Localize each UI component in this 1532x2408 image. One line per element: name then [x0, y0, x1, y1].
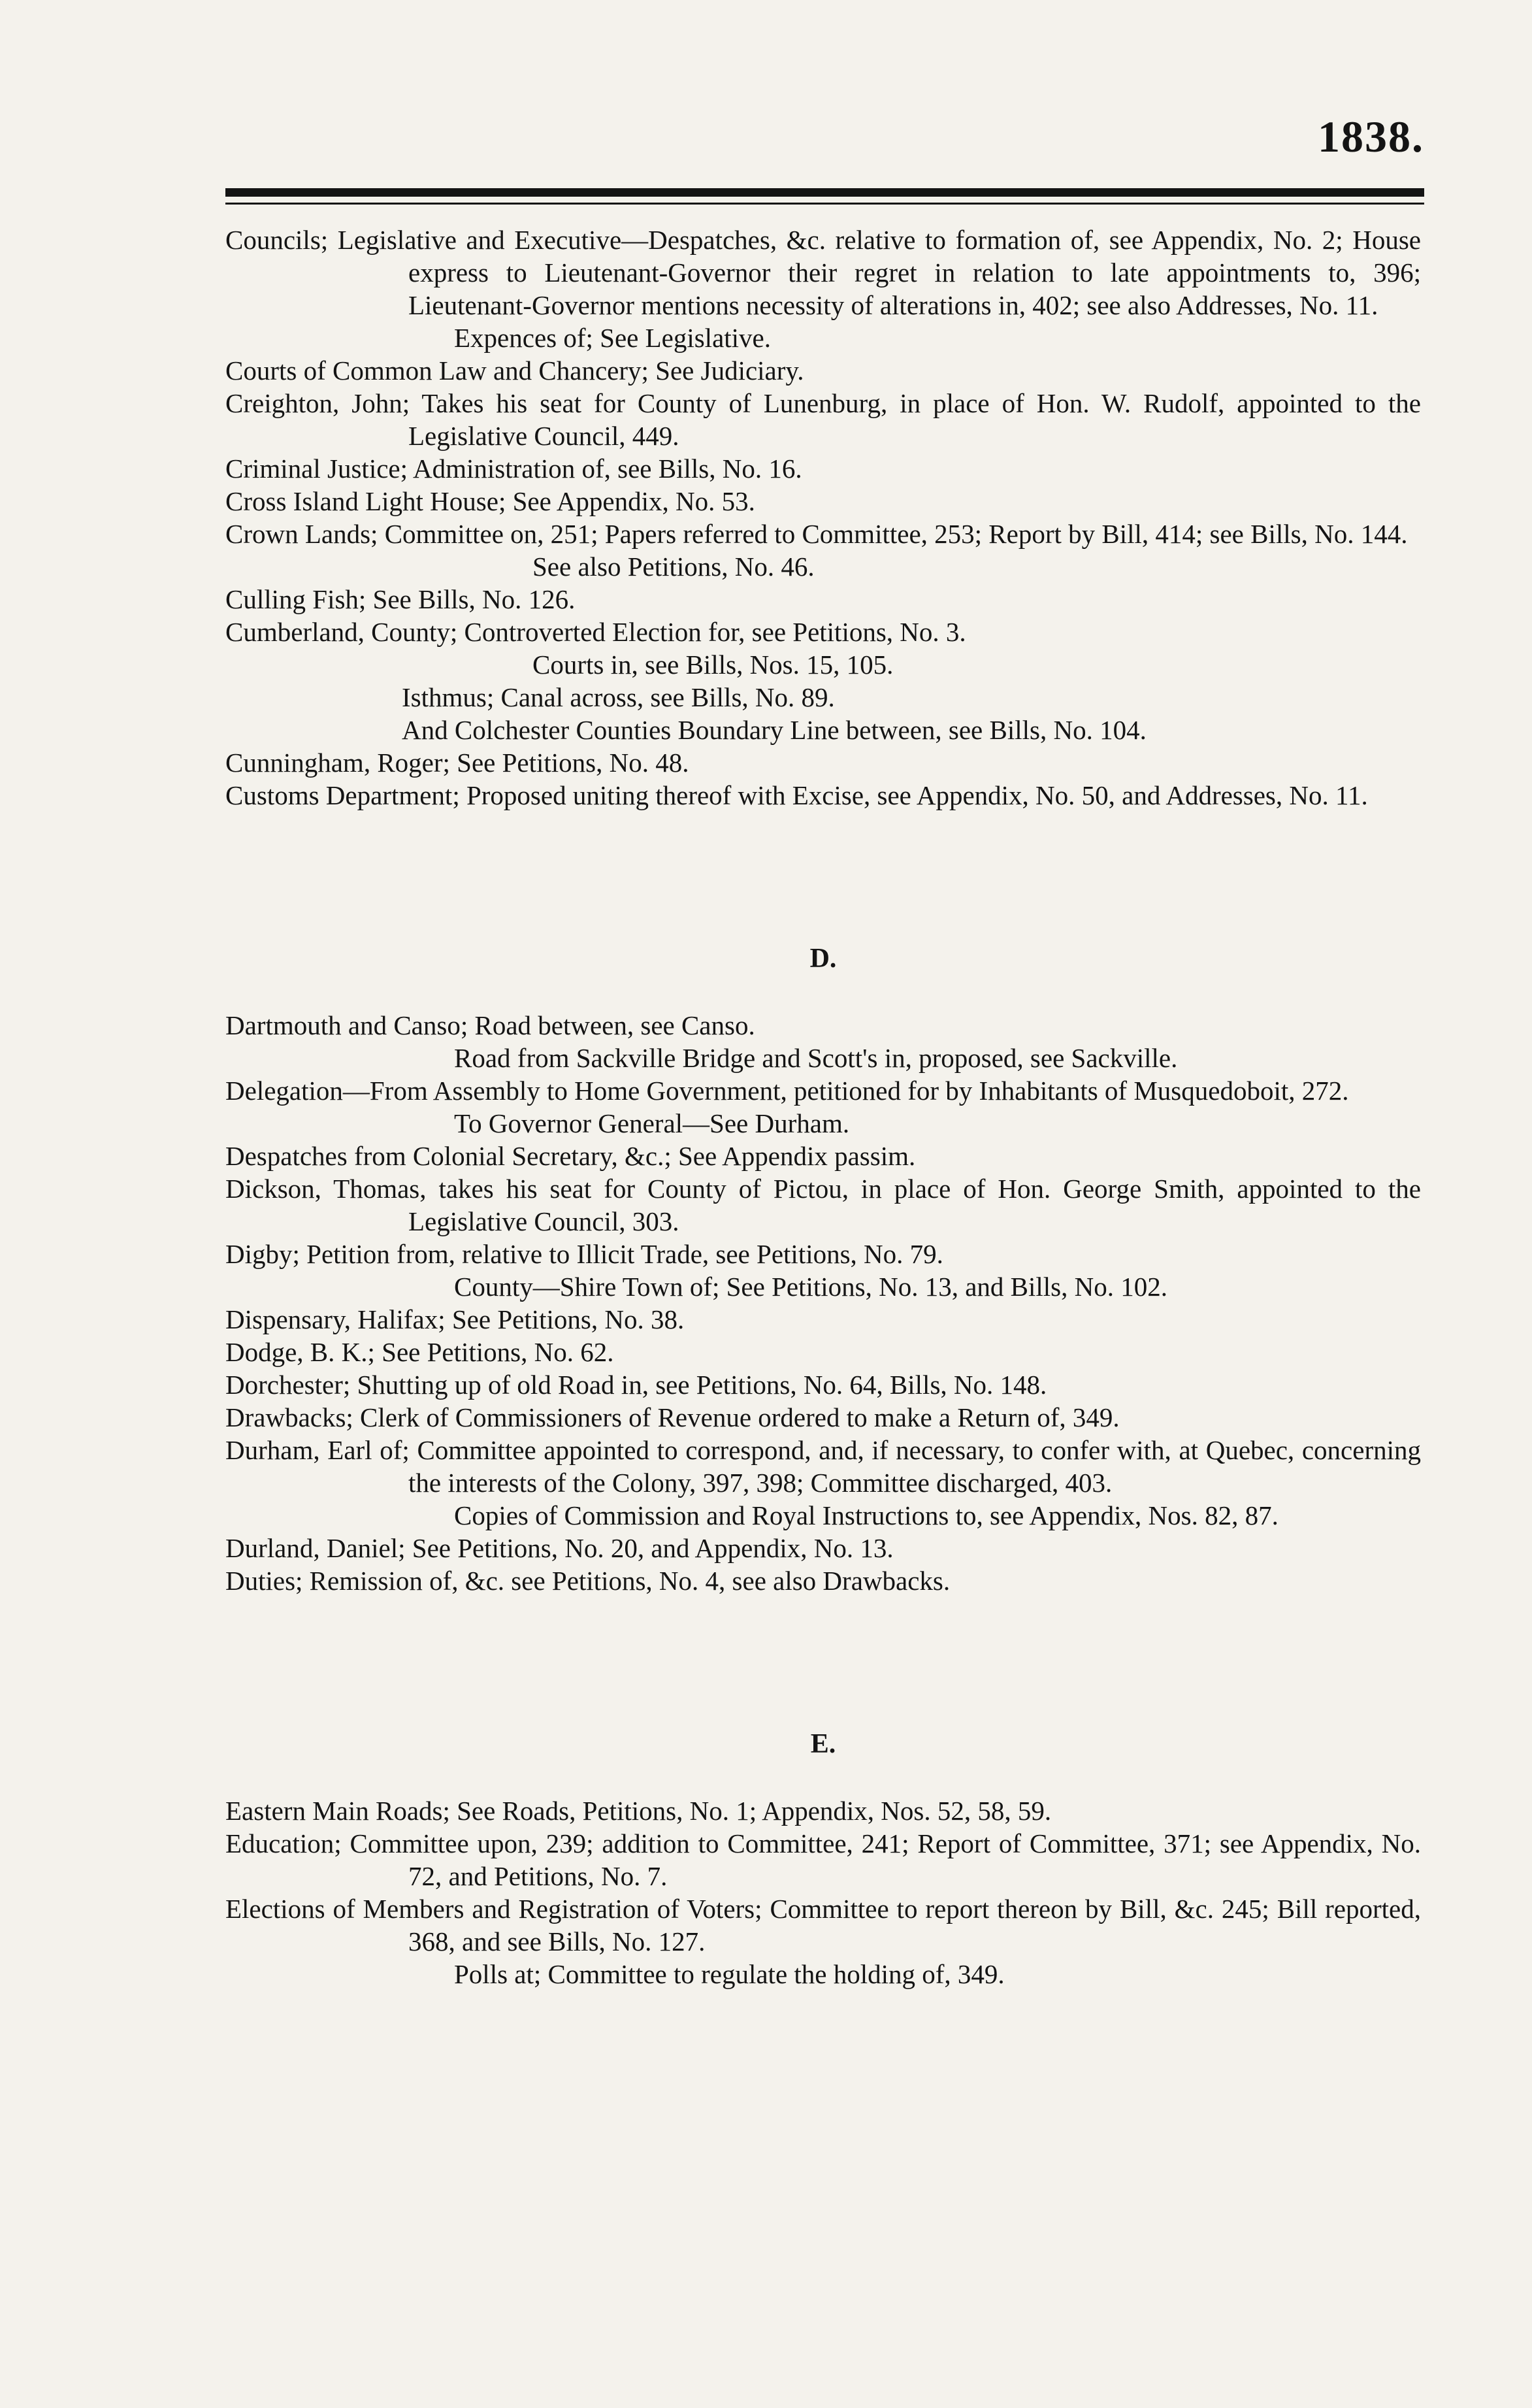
index-entry: Councils; Legislative and Executive—Despatches, &c. relative to formation of, see Appendix, No. 2; House express to Lieutenant-Governor their regret in relation to late appointments to, 396; Lieutenant-Governor mentions necessity of alterations in, 402; see also Addresses, No. 11.: [225, 225, 1421, 320]
section-letter-d: D.: [809, 944, 837, 974]
index-subentry: Polls at; Committee to regulate the holding of, 349.: [454, 1959, 1005, 1989]
index-entry: Crown Lands; Committee on, 251; Papers referred to Committee, 253; Report by Bill, 414; see Bills, No. 144.: [225, 519, 1408, 549]
index-entry: Despatches from Colonial Secretary, &c.; See Appendix passim.: [225, 1141, 916, 1171]
index-entry: Culling Fish; See Bills, No. 126.: [225, 584, 576, 614]
index-entry: Eastern Main Roads; See Roads, Petitions, No. 1; Appendix, Nos. 52, 58, 59.: [225, 1796, 1052, 1826]
index-entry: Cumberland, County; Controverted Election for, see Petitions, No. 3.: [225, 617, 966, 647]
header-rule-thin: [225, 203, 1424, 205]
index-subentry: See also Petitions, No. 46.: [532, 552, 815, 582]
index-entry: Dodge, B. K.; See Petitions, No. 62.: [225, 1337, 614, 1367]
index-subentry: And Colchester Counties Boundary Line between, see Bills, No. 104.: [402, 715, 1147, 745]
index-entry: Digby; Petition from, relative to Illicit Trade, see Petitions, No. 79.: [225, 1239, 943, 1269]
index-entry: Creighton, John; Takes his seat for County of Lunenburg, in place of Hon. W. Rudolf, appointed to the Legislative Council, 449.: [225, 388, 1421, 451]
index-entry: Elections of Members and Registration of Voters; Committee to report thereon by Bill, &c. 245; Bill reported, 368, and see Bills, No. 127.: [225, 1894, 1421, 1956]
index-entry: Courts of Common Law and Chancery; See Judiciary.: [225, 355, 804, 386]
index-entry: Dispensary, Halifax; See Petitions, No. 38.: [225, 1304, 685, 1334]
index-subentry: Isthmus; Canal across, see Bills, No. 89.: [402, 682, 835, 712]
index-subentry: Road from Sackville Bridge and Scott's in, proposed, see Sackville.: [454, 1043, 1178, 1073]
index-entry: Delegation—From Assembly to Home Government, petitioned for by Inhabitants of Musquedoboit, 272.: [225, 1076, 1349, 1106]
index-entry: Cunningham, Roger; See Petitions, No. 48.: [225, 748, 689, 778]
index-entry: Education; Committee upon, 239; addition to Committee, 241; Report of Committee, 371; see Appendix, No. 72, and Petitions, No. 7.: [225, 1828, 1421, 1891]
index-entry: Drawbacks; Clerk of Commissioners of Revenue ordered to make a Return of, 349.: [225, 1402, 1120, 1432]
index-entry: Cross Island Light House; See Appendix, No. 53.: [225, 486, 755, 516]
index-entry: Dartmouth and Canso; Road between, see Canso.: [225, 1010, 755, 1040]
section-letter-e: E.: [810, 1729, 836, 1759]
index-subentry: To Governor General—See Durham.: [454, 1108, 850, 1138]
index-entry: Dickson, Thomas, takes his seat for County of Pictou, in place of Hon. George Smith, appointed to the Legislative Council, 303.: [225, 1174, 1421, 1236]
index-subentry: Courts in, see Bills, Nos. 15, 105.: [532, 650, 894, 680]
page-year: 1838.: [1318, 112, 1424, 161]
header-rule-thick: [225, 188, 1424, 197]
index-subentry: County—Shire Town of; See Petitions, No. 13, and Bills, No. 102.: [454, 1272, 1167, 1302]
index-entry: Criminal Justice; Administration of, see Bills, No. 16.: [225, 454, 802, 484]
index-entry: Durham, Earl of; Committee appointed to correspond, and, if necessary, to confer with, at Quebec, concerning the interests of the Colony, 397, 398; Committee discharged, 403.: [225, 1435, 1421, 1498]
index-entry: Duties; Remission of, &c. see Petitions, No. 4, see also Drawbacks.: [225, 1566, 951, 1596]
index-subentry: Expences of; See Legislative.: [454, 323, 771, 353]
index-entry: Durland, Daniel; See Petitions, No. 20, and Appendix, No. 13.: [225, 1533, 894, 1563]
index-subentry: Copies of Commission and Royal Instructions to, see Appendix, Nos. 82, 87.: [454, 1500, 1279, 1530]
index-entry: Customs Department; Proposed uniting thereof with Excise, see Appendix, No. 50, and Addresses, No. 11.: [225, 780, 1368, 810]
index-entry: Dorchester; Shutting up of old Road in, see Petitions, No. 64, Bills, No. 148.: [225, 1370, 1047, 1400]
index-body: [225, 223, 1421, 1990]
